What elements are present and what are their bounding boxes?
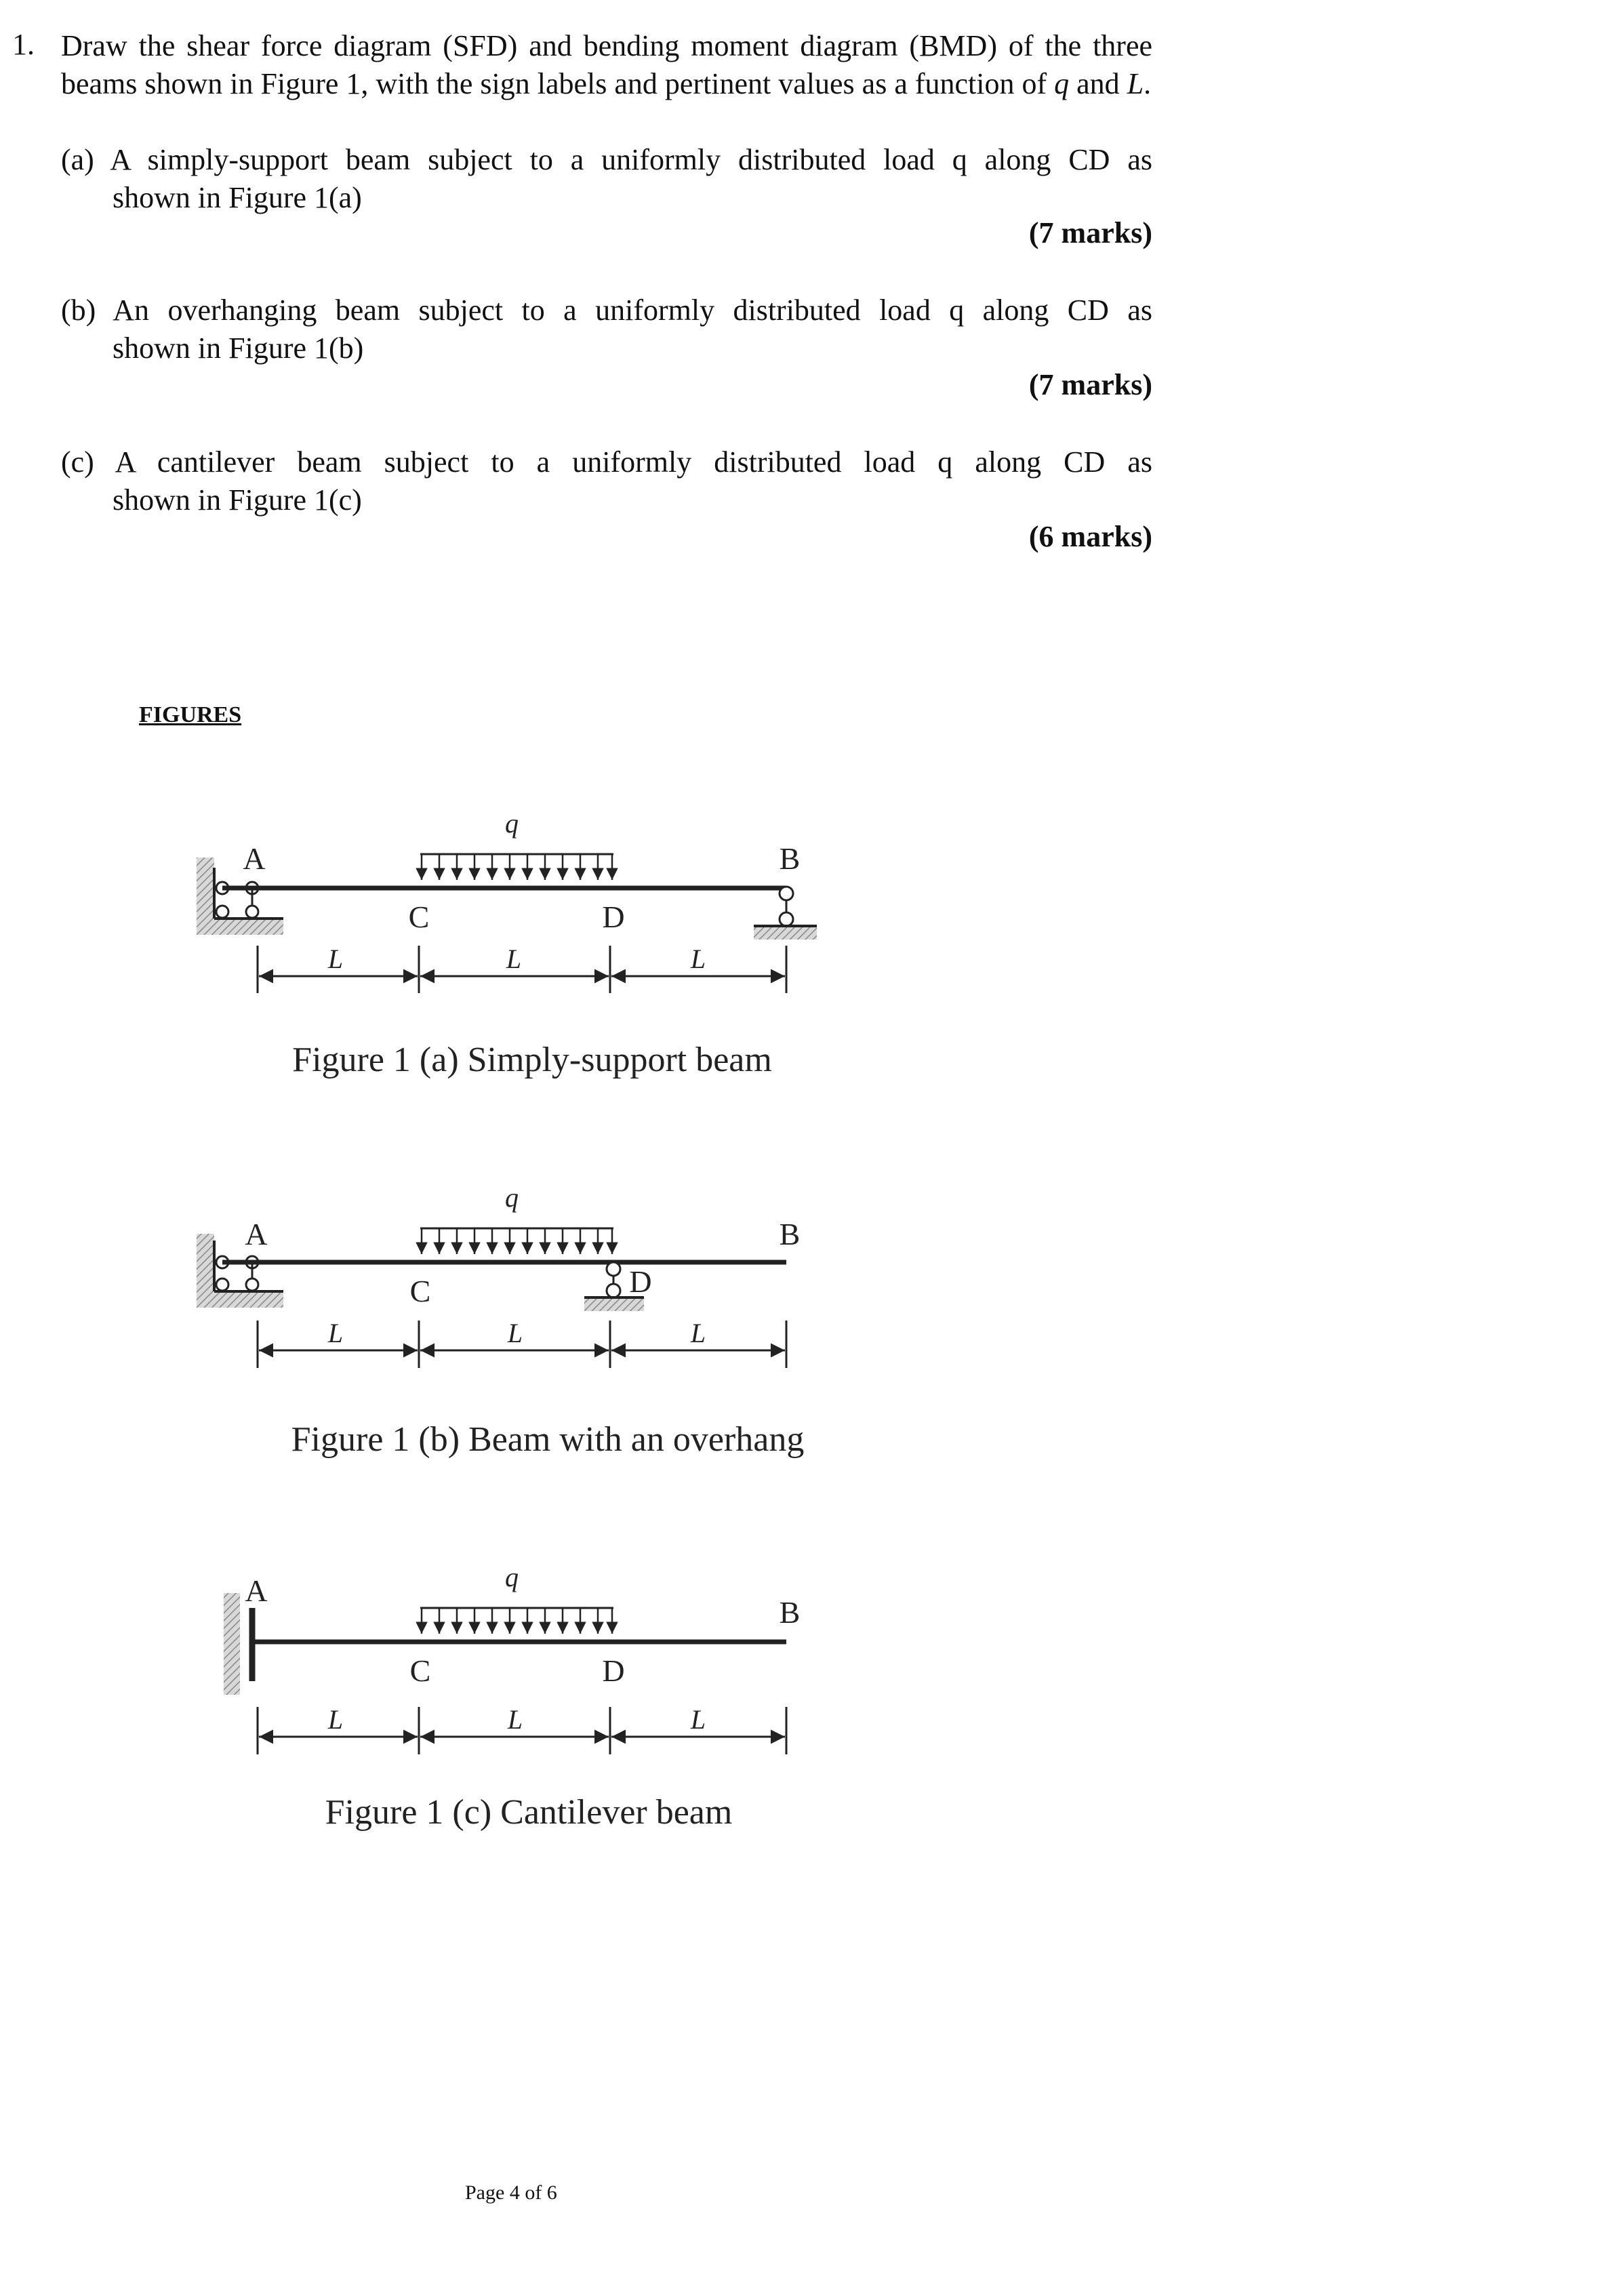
pin-support-a — [197, 858, 283, 935]
span-3: L — [690, 1318, 706, 1348]
label-c: C — [408, 900, 430, 934]
var-L: L — [1127, 67, 1144, 100]
figure-caption: Figure 1 (b) Beam with an overhang — [291, 1420, 805, 1459]
distributed-load — [420, 808, 613, 880]
part-c-line2: shown in Figure 1(c) — [113, 483, 362, 517]
fixed-support-a — [224, 1593, 252, 1695]
page-footer: Page 4 of 6 — [465, 2181, 557, 2204]
roller-support-b — [754, 887, 817, 940]
span-2: L — [507, 1704, 523, 1735]
distributed-load — [420, 1562, 613, 1634]
load-label: q — [505, 808, 519, 839]
span-1: L — [327, 944, 344, 974]
question-intro — [61, 27, 1152, 103]
figure-caption: Figure 1 (c) Cantilever beam — [325, 1793, 733, 1832]
part-b — [61, 291, 1152, 367]
label-d: D — [629, 1264, 652, 1299]
pin-support-a — [197, 1234, 283, 1308]
figure-1b — [0, 1166, 1597, 1471]
label-c: C — [409, 1274, 431, 1308]
part-b-line2: shown in Figure 1(b) — [113, 331, 364, 365]
label-b: B — [779, 1217, 801, 1251]
load-label: q — [505, 1562, 519, 1592]
label-c: C — [409, 1653, 431, 1688]
span-3: L — [690, 944, 706, 974]
label-d: D — [602, 900, 625, 934]
part-a-line1: (a) A simply-support beam subject to a uniformly distributed load q along CD as — [61, 143, 1152, 176]
part-b-line1: (b) An overhanging beam subject to a uniformly distributed load q along CD as — [61, 294, 1152, 327]
part-c-marks: (6 marks) — [1028, 520, 1152, 553]
question-number: 1. — [12, 28, 35, 61]
question-intro-end: . — [1144, 67, 1152, 100]
question-intro-and: and — [1069, 67, 1127, 100]
question-intro-text: Draw the shear force diagram (SFD) and bending moment diagram (BMD) of the three beams shown in Figure 1, with the sign labels and pertinent values as a function of — [61, 29, 1152, 100]
part-b-marks: (7 marks) — [1028, 368, 1152, 401]
part-c — [61, 443, 1152, 519]
span-2: L — [507, 1318, 523, 1348]
span-1: L — [327, 1318, 344, 1348]
label-a: A — [243, 841, 266, 876]
span-3: L — [690, 1704, 706, 1735]
part-a-marks: (7 marks) — [1028, 216, 1152, 249]
part-c-line1: (c) A cantilever beam subject to a uniformly distributed load q along CD as — [61, 445, 1152, 479]
load-label: q — [505, 1182, 519, 1213]
figure-1c — [0, 1552, 1597, 1851]
label-a: A — [245, 1573, 268, 1608]
figures-heading: FIGURES — [139, 702, 242, 727]
var-q: q — [1054, 67, 1070, 100]
figure-caption: Figure 1 (a) Simply-support beam — [292, 1041, 772, 1079]
label-d: D — [602, 1653, 625, 1688]
part-a-line2: shown in Figure 1(a) — [113, 181, 362, 214]
span-1: L — [327, 1704, 344, 1735]
label-a: A — [245, 1217, 268, 1251]
label-b: B — [779, 841, 801, 876]
part-a — [61, 141, 1152, 217]
figure-1a — [0, 793, 1597, 1098]
distributed-load — [420, 1182, 613, 1254]
label-b: B — [779, 1595, 801, 1630]
span-2: L — [506, 944, 522, 974]
